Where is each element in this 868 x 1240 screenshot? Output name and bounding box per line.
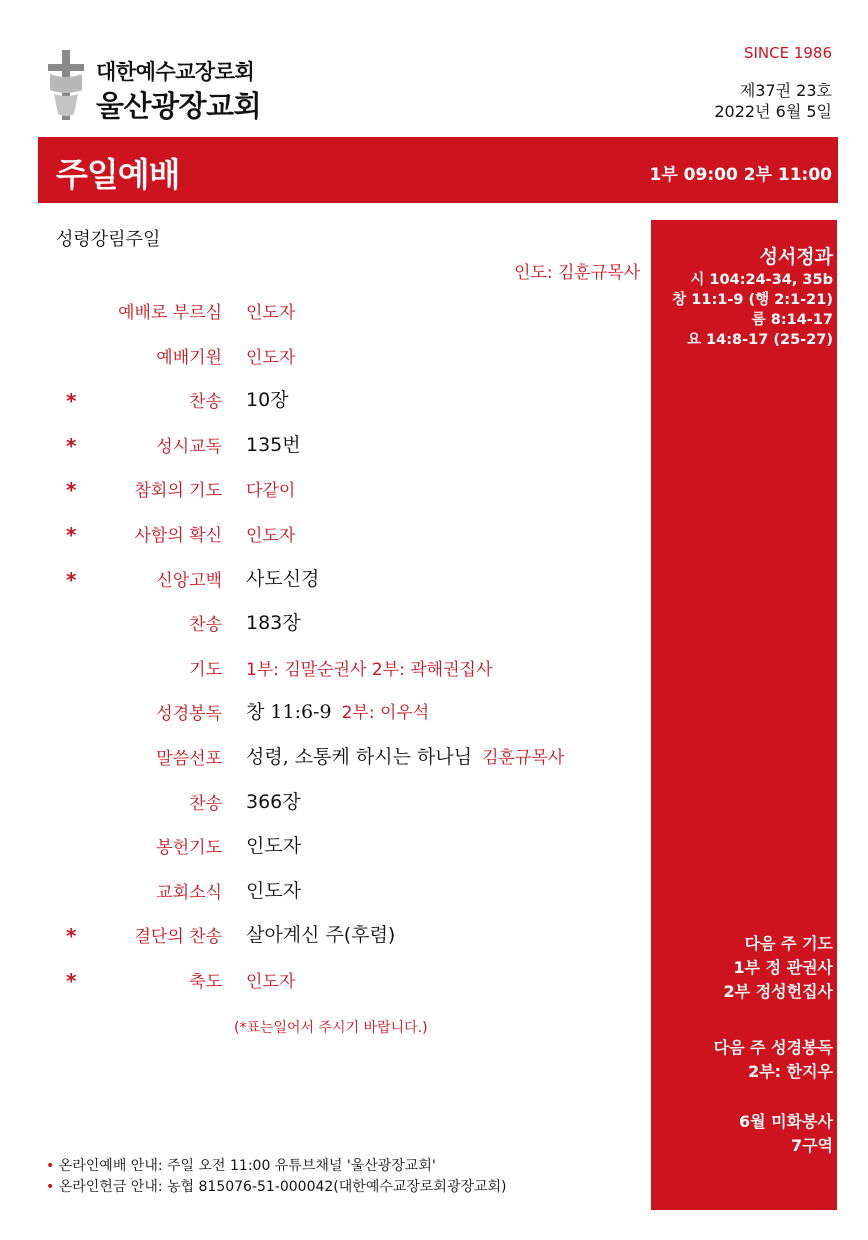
order-extra: 김훈규목사 xyxy=(482,748,565,768)
service-banner xyxy=(38,137,838,203)
order-label: 성경봉독 xyxy=(156,704,222,725)
sidebar-panel xyxy=(651,220,837,1210)
order-value xyxy=(246,920,395,947)
since-label: SINCE 1986 xyxy=(743,44,832,62)
order-label: 말씀선포 xyxy=(156,749,222,769)
order-row xyxy=(0,519,640,549)
occasion-title: 성령강림주일 xyxy=(56,229,161,250)
standing-mark: * xyxy=(66,478,77,503)
footer-online-offering: • 온라인헌금 안내: 농협 815076-51-000042(대한예수교장로회광장교회) xyxy=(46,1179,507,1195)
order-value xyxy=(246,876,301,903)
standing-mark: * xyxy=(66,433,77,458)
order-row xyxy=(0,742,640,772)
lectionary-ref: 요 14:8-17 (25-27) xyxy=(687,332,833,348)
order-row xyxy=(0,430,640,460)
order-value xyxy=(246,608,301,635)
cleaning-service xyxy=(739,1110,833,1158)
next-reading-reader: 2부: 한지우 xyxy=(748,1062,833,1081)
order-label: 예배기원 xyxy=(156,347,222,368)
order-row xyxy=(0,564,640,594)
order-label: 봉헌기도 xyxy=(156,838,222,859)
order-row xyxy=(0,341,640,371)
order-value-text: 인도자 xyxy=(246,972,296,992)
church-name: 울산광장교회 xyxy=(96,89,262,123)
order-value xyxy=(246,697,429,724)
standing-mark: * xyxy=(66,924,77,949)
lectionary-ref: 창 11:1-9 (행 2:1-21) xyxy=(672,292,833,308)
order-label: 찬송 xyxy=(189,793,222,814)
order-label: 교회소식 xyxy=(156,882,222,903)
order-extra: 2부: 이우석 xyxy=(341,703,430,724)
service-times: 1부 09:00 2부 11:00 xyxy=(649,165,832,185)
next-prayer-first: 1부 정 관권사 xyxy=(733,958,833,977)
next-prayer-second: 2부 정성헌집사 xyxy=(723,982,833,1001)
next-week-prayer xyxy=(724,932,833,1004)
order-label: 예배로 부르심 xyxy=(118,303,222,323)
footer-notices xyxy=(46,1156,507,1198)
order-value xyxy=(246,343,295,368)
order-row xyxy=(0,608,640,638)
order-value-text: 183장 xyxy=(246,612,301,635)
lectionary-ref: 시 104:24-34, 35b xyxy=(690,272,833,288)
standing-mark: * xyxy=(66,969,77,993)
standing-mark: * xyxy=(66,567,77,592)
order-value xyxy=(246,967,295,992)
order-row xyxy=(0,697,640,727)
order-value-text: 10장 xyxy=(246,389,289,412)
denomination: 대한예수교장로회 xyxy=(96,60,255,84)
order-label: 찬송 xyxy=(189,615,222,636)
order-label: 사함의 확신 xyxy=(134,526,222,546)
order-value-text: 135번 xyxy=(246,433,301,456)
order-value-text: 성령, 소통케 하시는 하나님 xyxy=(246,746,473,768)
standing-mark: * xyxy=(66,389,77,414)
order-value-text: 인도자 xyxy=(246,526,296,546)
order-label: 참회의 기도 xyxy=(134,481,222,502)
order-value xyxy=(246,655,492,680)
order-value xyxy=(246,787,301,814)
order-row xyxy=(0,831,640,861)
lectionary-ref: 롬 8:14-17 xyxy=(751,312,833,328)
order-label: 찬송 xyxy=(189,392,222,413)
order-value xyxy=(246,564,319,591)
order-row xyxy=(0,474,640,504)
issue-info xyxy=(714,80,832,122)
order-label: 성시교독 xyxy=(156,436,222,457)
order-value-text: 살아계신 주(후렴) xyxy=(246,924,396,947)
order-value-text: 인도자 xyxy=(246,347,296,368)
footer-online-worship: • 온라인예배 안내: 주일 오전 11:00 유튜브채널 '울산광장교회' xyxy=(46,1158,436,1174)
order-value-text: 인도자 xyxy=(246,303,296,323)
lectionary-refs xyxy=(672,270,833,350)
order-value-text: 사도신경 xyxy=(246,567,320,590)
order-label: 결단의 찬송 xyxy=(134,927,222,948)
order-value xyxy=(246,298,295,323)
cleaning-heading: 6월 미화봉사 xyxy=(739,1112,833,1131)
order-value-text: 366장 xyxy=(246,790,301,813)
order-row xyxy=(0,787,640,817)
order-value xyxy=(246,831,301,858)
order-value xyxy=(246,742,564,769)
order-value xyxy=(246,521,295,546)
volume-number: 제37권 23호 xyxy=(739,81,832,100)
order-value xyxy=(246,430,301,457)
order-label: 신앙고백 xyxy=(156,570,222,591)
standing-mark: * xyxy=(66,523,77,547)
order-row xyxy=(0,653,640,683)
banner-title: 주일예배 xyxy=(56,155,180,194)
order-value-text: 인도자 xyxy=(246,835,302,858)
order-row xyxy=(0,965,640,995)
order-value-text: 창 11:6-9 xyxy=(246,701,332,724)
order-row xyxy=(0,296,640,326)
order-label: 기도 xyxy=(189,659,222,680)
order-row xyxy=(0,385,640,415)
next-reading-heading: 다음 주 성경봉독 xyxy=(713,1038,833,1057)
order-value xyxy=(246,385,289,412)
order-row xyxy=(0,876,640,906)
worship-leader: 인도: 김훈규목사 xyxy=(514,263,641,283)
issue-date: 2022년 6월 5일 xyxy=(714,102,832,121)
cross-logo-icon xyxy=(44,50,88,122)
order-row xyxy=(0,920,640,950)
order-value xyxy=(246,476,295,501)
next-week-reading xyxy=(714,1036,833,1084)
standing-note: (*표는일어서 주시기 바랍니다.) xyxy=(234,1020,428,1036)
lectionary-title: 성서정과 xyxy=(759,246,833,268)
order-label: 축도 xyxy=(189,972,222,992)
order-value-text: 인도자 xyxy=(246,879,302,902)
order-value-text: 다같이 xyxy=(246,481,296,502)
next-prayer-heading: 다음 주 기도 xyxy=(744,934,833,953)
cleaning-group: 7구역 xyxy=(790,1136,833,1155)
order-value-text: 1부: 김말순권사 2부: 곽해권집사 xyxy=(246,659,493,680)
